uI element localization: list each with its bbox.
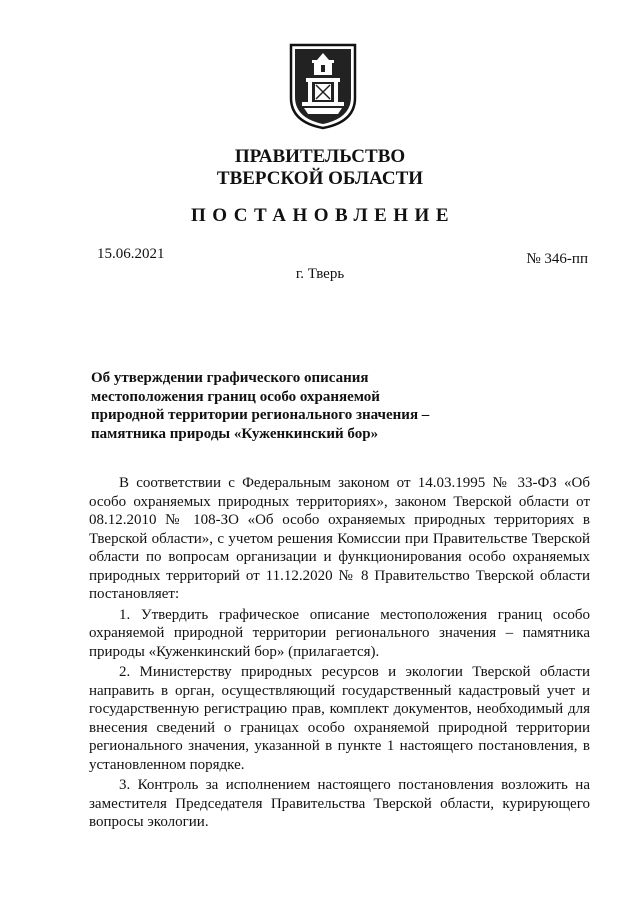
item-2-paragraph: 2. Министерству природных ресурсов и экологии Тверской области направить в орган, осуществляющий государственный кадастровый учет и государственную регистрацию прав, комплект документов, необходимый для внесения сведений о границах особо охраняемой природной территории регионального значения, указанной в пункте 1 настоящего постановления, в установленном порядке. (89, 664, 590, 773)
coat-of-arms-icon (288, 42, 358, 130)
item-1-paragraph: 1. Утвердить графическое описание местоположения границ особо охраняемой природной территории регионального значения – памятника природы «Куженкинский бор» (прилагается). (89, 606, 590, 660)
document-body (89, 474, 590, 832)
document-city: г. Тверь (295, 266, 345, 282)
organization-name-line1: ПРАВИТЕЛЬСТВО (234, 146, 406, 167)
item-3-paragraph: 3. Контроль за исполнением настоящего постановления возложить на заместителя Председателя Правительства Тверской области, курирующего вопросы экологии. (89, 777, 590, 830)
preamble-paragraph: В соответствии с Федеральным законом от 14.03.1995 № 33-ФЗ «Об особо охраняемых природных территориях», законом Тверской области от 08.12.2010 № 108-ЗО «Об особо охраняемых природных территориях в Тверской области», с учетом решения Комиссии при Правительстве Тверской области по вопросам организации и функционирования особо охраняемых природных территорий от 11.12.2020 № 8 Правительство Тверской области постановляет: (89, 475, 590, 602)
document-type-title: ПОСТАНОВЛЕНИЕ (190, 205, 456, 226)
document-subject: Об утверждении графического описания местоположения границ особо охраняемой природной территории регионального значения – памятника природы «Куженкинский бор» (91, 370, 430, 442)
document-date: 15.06.2021 (97, 246, 165, 262)
organization-name-line2: ТВЕРСКОЙ ОБЛАСТИ (216, 168, 424, 189)
document-number: № 346-пп (526, 251, 588, 267)
